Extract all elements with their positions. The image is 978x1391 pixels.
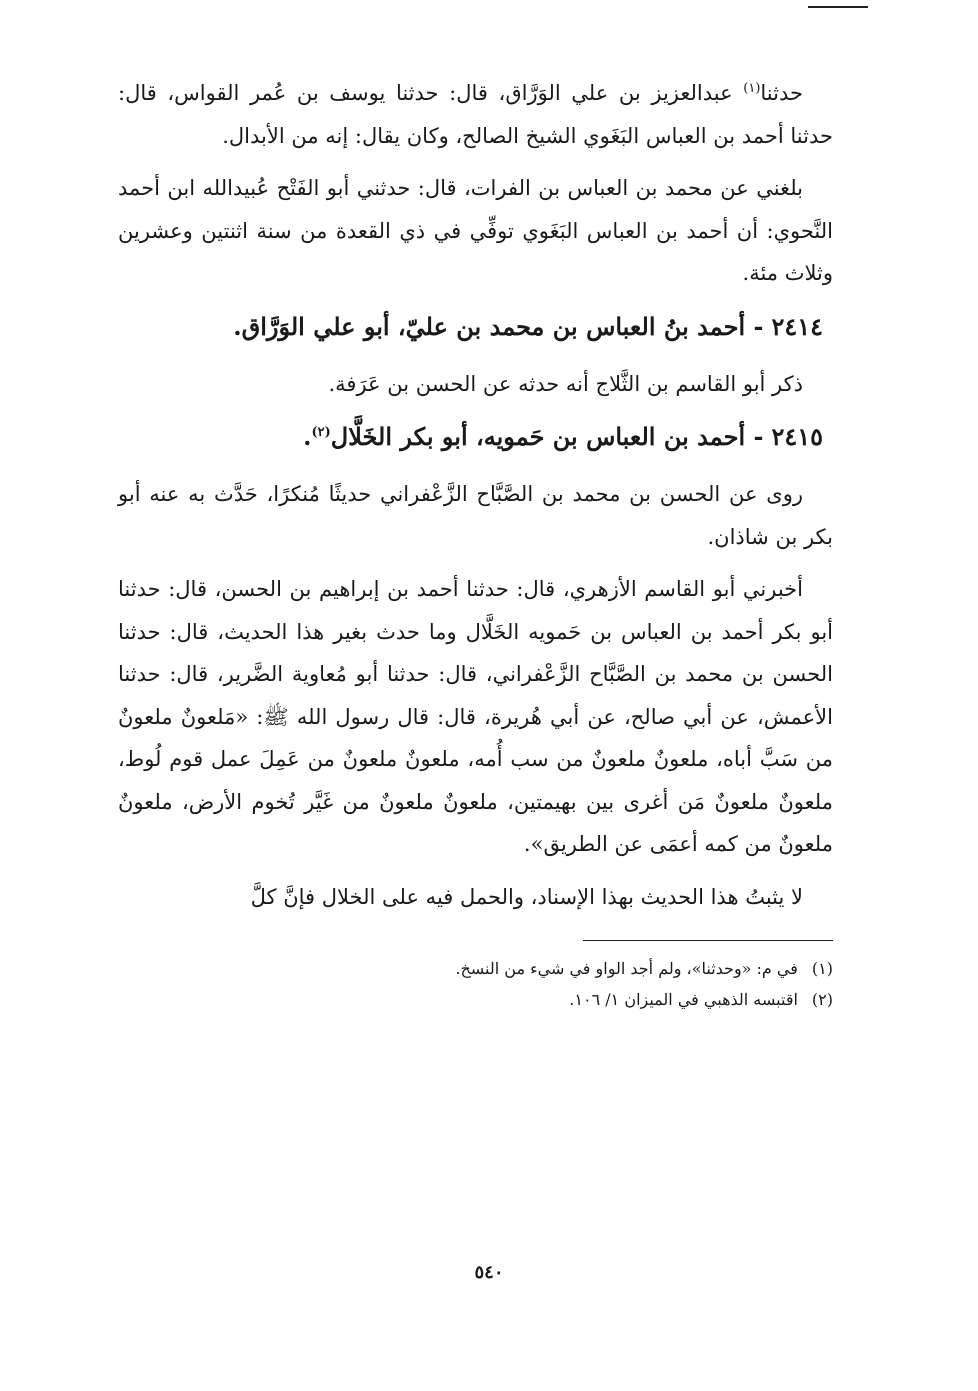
entry-2414-body	[118, 363, 833, 406]
entry-2414-text: ذكر أبو القاسم بن الثَّلاج أنه حدثه عن الحسن بن عَرَفة.	[328, 371, 803, 396]
entry-2415-p3	[118, 876, 833, 919]
footnote-2-text: اقتبسه الذهبي في الميزان ١/ ١٠٦.	[569, 990, 798, 1009]
top-rule	[808, 6, 868, 8]
footnote-1-text: في م: «وحدثنا»، ولم أجد الواو في شيء من النسخ.	[455, 959, 798, 978]
entry-title-2415-end: .	[303, 422, 312, 451]
entry-2415-p1-text: روى عن الحسن بن محمد بن الصَّبَّاح الزَّعْفراني حديثًا مُنكرًا، حَدَّث به عنه أبو بكر بن شاذان.	[118, 482, 833, 549]
footnote-ref-1: (١)	[743, 81, 761, 96]
entry-title-2414: - أحمد بنُ العباس بن محمد بن عليّ، أبو علي الوَرَّاق.	[233, 311, 764, 341]
entry-number-2415: ٢٤١٥	[771, 422, 823, 451]
paragraph-1-text: عبدالعزيز بن علي الوَرَّاق، قال: حدثنا يوسف بن عُمر القواس، قال: حدثنا أحمد بن العباس البَغَوي الشيخ الصالح، وكان يقال: إنه من الأبدال.	[118, 81, 833, 148]
footnote-ref-2: (٢)	[311, 425, 331, 440]
footnote-1-number: (١)	[811, 959, 833, 978]
footnote-2-number: (٢)	[811, 990, 833, 1009]
paragraph-1-start: حدثنا	[760, 81, 803, 105]
page-body	[118, 72, 833, 1015]
entry-title-2415: - أحمد بن العباس بن حَمويه، أبو بكر الخَلَّال	[330, 422, 764, 451]
footnote-2	[118, 984, 833, 1015]
entry-heading-2415	[118, 415, 833, 459]
entry-2415-p2-text: أخبرني أبو القاسم الأزهري، قال: حدثنا أحمد بن إبراهيم بن الحسن، قال: حدثنا أبو بكر أحمد بن العباس بن حَمويه الخَلَّال وما حدث بغير هذا الحديث، قال: حدثنا الحسن بن محمد بن الصَّبَّاح الزَّعْفراني، قال: حدثنا أبو مُعاوية الضَّرير، قال: حدثنا الأعمش، عن أبي صالح، عن أبي هُريرة، قال: قال رسول الله ﷺ: «مَلعونٌ ملعونٌ من سَبَّ أباه، ملعونٌ ملعونٌ من سب أُمه، ملعونٌ ملعونٌ من عَمِلَ عمل قوم لُوط، ملعونٌ ملعونٌ مَن أغرى بين بهيمتين، ملعونٌ ملعونٌ من غَيَّر تُخوم الأرض، ملعونٌ ملعونٌ من كمه أعمَى عن الطريق».	[118, 577, 833, 856]
footnote-1	[118, 953, 833, 984]
page-number: ٥٤٠	[474, 1262, 504, 1283]
entry-number-2414: ٢٤١٤	[771, 311, 823, 341]
paragraph-2-text: بلغني عن محمد بن العباس بن الفرات، قال: حدثني أبو الفَتْح عُبيدالله ابن أحمد النَّحوي: أن أحمد بن العباس البَغَوي توفِّي في ذي القعدة من سنة اثنتين وعشرين وثلاث مئة.	[118, 176, 833, 285]
footnotes	[118, 953, 833, 1015]
paragraph-1	[118, 72, 833, 157]
entry-2415-p3-text: لا يثبتُ هذا الحديث بهذا الإسناد، والحمل فيه على الخلال فإنَّ كلَّ	[250, 884, 803, 909]
entry-2415-p2	[118, 568, 833, 866]
paragraph-2	[118, 167, 833, 295]
entry-2415-p1	[118, 473, 833, 558]
entry-heading-2414	[118, 305, 833, 349]
footnote-divider	[583, 940, 833, 941]
